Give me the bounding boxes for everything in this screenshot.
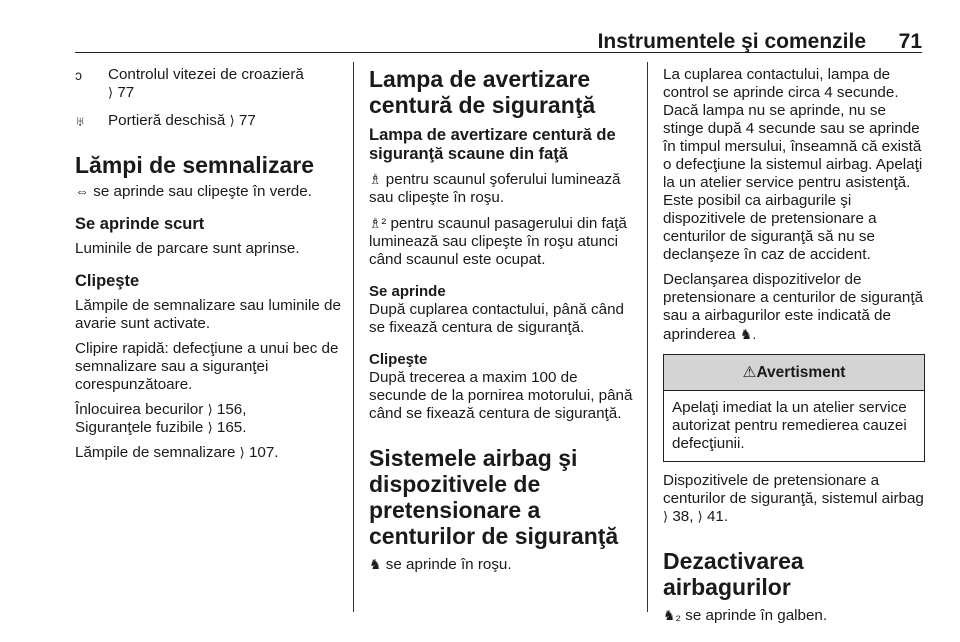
airbag-icon: ♞.	[739, 326, 757, 342]
page-ref[interactable]: 38,	[672, 508, 694, 525]
pretensioner-ref-text: Dispozitivele de pretensionare a centurilor de siguranţă, sistemul airbag	[663, 472, 924, 507]
page-ref-arrow-icon: ⟩	[239, 445, 245, 460]
heading-short-on: Se aprinde scurt	[75, 215, 205, 233]
replace-bulbs-text: Înlocuirea becurilor	[75, 401, 204, 418]
blink-text-2: Clipire rapidă: defecţiune a unui bec de semnalizare sau a siguranţei corespunzătoare.	[75, 340, 339, 393]
heading-lights-up: Se aprinde	[369, 283, 446, 300]
indicator-text: Controlul vitezei de croazieră	[108, 66, 304, 83]
seat-belt-passenger-icon: ♗²	[369, 215, 387, 231]
heading-turn-signals: Lămpi de semnalizare	[75, 152, 315, 178]
page-ref[interactable]: 156,	[216, 401, 247, 418]
cruise-control-icon: ↄ	[75, 67, 82, 83]
warning-icon: ⚠	[742, 364, 757, 381]
page-ref-arrow-icon: ⟩	[663, 509, 669, 524]
column-divider-1	[353, 62, 354, 612]
airbag-deactivation-text: se aprinde în galben.	[685, 607, 828, 624]
seat-belt-driver-icon: ♗	[369, 171, 382, 187]
column-1	[75, 66, 341, 469]
warning-box	[663, 354, 925, 462]
column-divider-2	[647, 62, 648, 612]
fuses-text: Siguranţele fuzibile	[75, 419, 204, 436]
driver-seat-text: pentru scaunul şoferului luminează sau clipeşte în roşu.	[369, 171, 621, 206]
column-2	[369, 66, 635, 581]
page-ref-arrow-icon: ⟩	[207, 420, 213, 435]
short-on-text: Luminile de parcare sunt aprinse.	[75, 240, 300, 257]
column-3	[663, 66, 925, 632]
page-ref[interactable]: 165.	[216, 419, 247, 436]
warning-text: Apelaţi imediat la un atelier service autorizat pentru remedierea cauzei defecţiunii.	[672, 399, 907, 452]
blink-text-1: Lămpile de semnalizare sau luminile de avarie sunt activate.	[75, 297, 341, 332]
indicator-door-open	[75, 112, 341, 130]
airbag-text: se aprinde în roşu.	[385, 556, 512, 573]
page-ref-arrow-icon: ⟩	[229, 113, 235, 128]
door-open-icon: ♅	[75, 113, 86, 129]
page-ref[interactable]: 41.	[706, 508, 729, 525]
page-ref-arrow-icon: ⟩	[207, 402, 213, 417]
heading-blinks: Clipeşte	[369, 351, 428, 368]
indicator-cruise-control	[75, 66, 341, 102]
indicator-text: Portieră deschisă	[108, 112, 226, 129]
turn-signal-intro: se aprinde sau clipeşte în verde.	[93, 183, 312, 200]
airbag-off-icon: ♞₂	[663, 607, 681, 623]
airbag-description: La cuplarea contactului, lampa de control se aprinde circa 4 secunde. Dacă lampa nu se aprinde, nu se stinge după 4 secunde sau se aprinde în timpul mersului, înseamnă că există o defecţiune la sistemul airbag. Apelaţi la un atelier service pentru asistenţă. Este posibil ca airbagurile şi dispozitivele de pretensionare a centurilor de siguranţă să nu se declanşeze în caz de accident.	[663, 66, 923, 263]
warning-header	[664, 355, 924, 391]
warning-title: Avertisment	[756, 364, 846, 381]
heading-front-seats: Lampa de avertizare centură de siguranţă scaune din faţă	[369, 126, 616, 163]
page-number: 71	[898, 30, 922, 53]
heading-airbag-deactivation: Dezactivarea airbagurilor	[663, 548, 804, 600]
page-ref[interactable]: 77	[238, 112, 256, 129]
page-ref[interactable]: 77	[117, 84, 135, 101]
passenger-seat-text: pentru scaunul pasagerului din faţă luminează sau clipeşte în roşu atunci când scaunul este ocupat.	[369, 215, 627, 268]
page-header	[0, 30, 960, 54]
page-ref[interactable]: 107.	[248, 444, 279, 461]
header-divider	[75, 52, 922, 53]
turn-signals-ref-text: Lămpile de semnalizare	[75, 444, 236, 461]
page-header-title: Instrumentele şi comenzile	[597, 30, 866, 53]
airbag-icon: ♞	[369, 556, 382, 572]
pretensioner-text: Declanşarea dispozitivelor de pretensionare a centurilor de siguranţă sau a airbagurilor este indicată de aprinderea	[663, 271, 924, 343]
turn-signal-icon: ⇔	[75, 183, 89, 199]
heading-airbag-systems: Sistemele airbag şi dispozitivele de pretensionare a centurilor de siguranţă	[369, 445, 619, 549]
blinks-text: După trecerea a maxim 100 de secunde de la pornirea motorului, până când se fixează centura de siguranţă.	[369, 369, 633, 422]
heading-seat-belt-warning: Lampa de avertizare centură de siguranţă	[369, 66, 596, 118]
page-ref-arrow-icon: ⟩	[697, 509, 703, 524]
heading-blink: Clipeşte	[75, 272, 140, 290]
page-ref-arrow-icon: ⟩	[108, 85, 114, 100]
lights-up-text: După cuplarea contactului, până când se fixează centura de siguranţă.	[369, 301, 624, 336]
